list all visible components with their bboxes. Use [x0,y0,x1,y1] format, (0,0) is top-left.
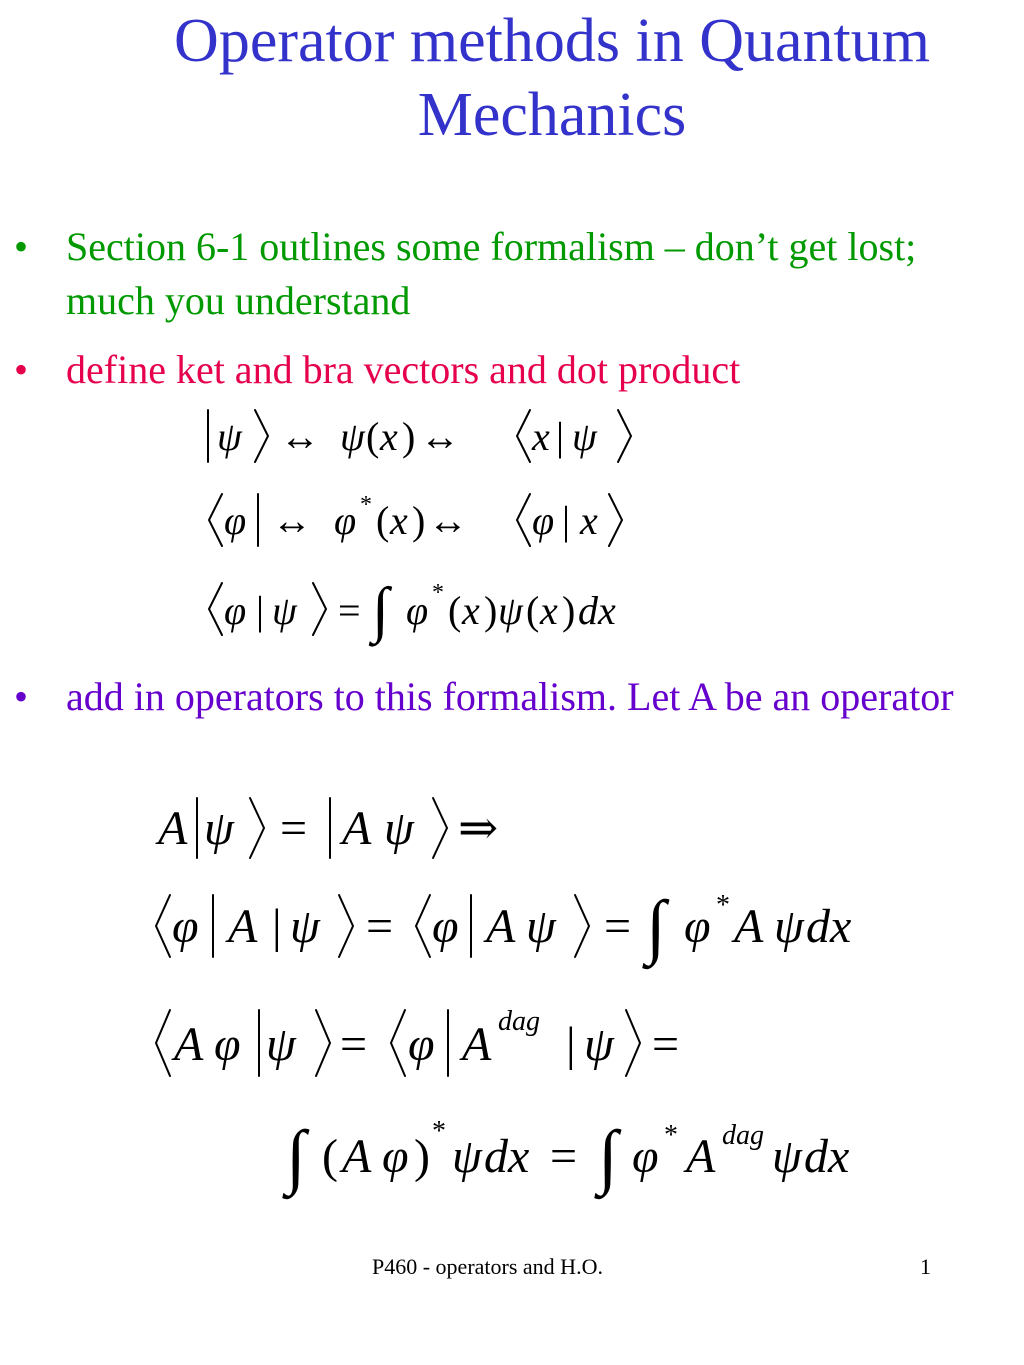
svg-text:∫: ∫ [372,576,389,644]
bullet-marker: • [14,224,29,269]
svg-text:*: * [716,890,730,921]
svg-text:x: x [540,588,558,633]
bullet-marker: • [14,347,29,392]
svg-text:dag: dag [498,1006,540,1037]
svg-text:φ: φ [432,900,459,953]
svg-text:⇒: ⇒ [458,802,499,855]
svg-text:(: ( [322,1130,338,1183]
svg-text:(: ( [376,498,390,543]
svg-text:A: A [734,900,764,953]
svg-text:φ: φ [684,900,711,953]
footer-page-number: 1 [920,1254,931,1279]
equation-bra-phi [224,492,598,543]
equation-ket-psi [217,414,598,459]
svg-text:↔: ↔ [428,498,468,543]
svg-text:φ: φ [632,1130,659,1183]
svg-text:ψ: ψ [266,1018,296,1071]
svg-text:ψ: ψ [572,414,597,459]
svg-text:x: x [380,414,398,459]
svg-text:): ) [484,588,498,633]
svg-text:ψ: ψ [272,588,297,633]
svg-text:*: * [432,580,444,606]
svg-text:dx: dx [484,1130,530,1183]
svg-text:ψ: ψ [584,1018,614,1071]
svg-text:ψ: ψ [290,900,320,953]
bullet-text: Section 6-1 outlines some formalism – don’t get lost; much you understand [66,224,917,323]
svg-text:): ) [562,588,576,633]
svg-text:A: A [228,900,258,953]
svg-text:∫: ∫ [286,1116,306,1196]
equation-matrix-element [172,886,851,970]
svg-text:|: | [556,414,565,459]
svg-text:=: = [280,802,308,855]
svg-text:∫: ∫ [646,886,666,966]
svg-text:A: A [342,1130,372,1183]
footer-course: P460 - operators and H.O. [372,1254,603,1279]
bullet-text: add in operators to this formalism. Let A be an operator [66,674,954,719]
svg-text:ψ: ψ [204,802,234,855]
svg-text:ψ: ψ [217,414,242,459]
svg-text:|: | [566,1018,576,1071]
svg-text:|: | [272,900,282,953]
svg-text:x: x [462,588,480,633]
svg-text:x: x [390,498,408,543]
svg-text:*: * [360,492,372,518]
svg-text:φ: φ [408,1018,435,1071]
svg-text:|: | [256,588,265,633]
svg-text:A: A [158,802,188,855]
svg-text:∫: ∫ [598,1116,618,1196]
svg-text:φ: φ [382,1130,409,1183]
svg-text:*: * [664,1120,678,1151]
svg-text:x: x [532,414,550,459]
svg-text:↔: ↔ [272,498,312,543]
svg-text:φ: φ [532,498,555,543]
svg-text:φ: φ [224,498,247,543]
svg-text:ψ: ψ [340,414,365,459]
svg-text:): ) [402,414,416,459]
svg-text:φ: φ [406,588,429,633]
svg-text:(: ( [448,588,462,633]
svg-text:dag: dag [722,1120,764,1151]
svg-text:ψ: ψ [498,588,523,633]
svg-text:): ) [414,1130,430,1183]
slide-title: Operator methods in Quantum Mechanics [174,7,930,149]
svg-text:ψ: ψ [526,900,556,953]
svg-text:=: = [652,1018,680,1071]
equation-adjoint [171,1006,679,1071]
svg-text:ψ: ψ [384,802,414,855]
svg-text:*: * [432,1116,446,1147]
svg-text:A: A [174,1018,204,1071]
svg-text:ψ: ψ [774,900,804,953]
svg-text:): ) [412,498,426,543]
svg-text:=: = [338,588,361,633]
svg-text:x: x [580,498,598,543]
bullet-text: define ket and bra vectors and dot product [66,347,741,392]
svg-text:A: A [462,1018,492,1071]
svg-text:dx: dx [804,1130,850,1183]
svg-text:A: A [686,1130,716,1183]
svg-text:=: = [340,1018,368,1071]
svg-text:φ: φ [214,1018,241,1071]
svg-text:ψ: ψ [452,1130,482,1183]
svg-text:φ: φ [224,588,247,633]
svg-text:φ: φ [172,900,199,953]
svg-text:A: A [342,802,372,855]
svg-text:=: = [550,1130,578,1183]
svg-text:(: ( [526,588,540,633]
equation-dot-product [224,576,616,647]
svg-text:A: A [486,900,516,953]
svg-text:dx: dx [578,588,616,633]
svg-text:dx: dx [806,900,852,953]
svg-text:=: = [366,900,394,953]
svg-text:↔: ↔ [280,414,320,459]
svg-text:ψ: ψ [772,1130,802,1183]
svg-text:φ: φ [334,498,357,543]
svg-text:|: | [562,498,571,543]
svg-text:↔: ↔ [420,414,460,459]
equation-adjoint-integral [282,1116,849,1200]
bullet-marker: • [14,674,29,719]
svg-text:=: = [604,900,632,953]
svg-text:(: ( [366,414,380,459]
